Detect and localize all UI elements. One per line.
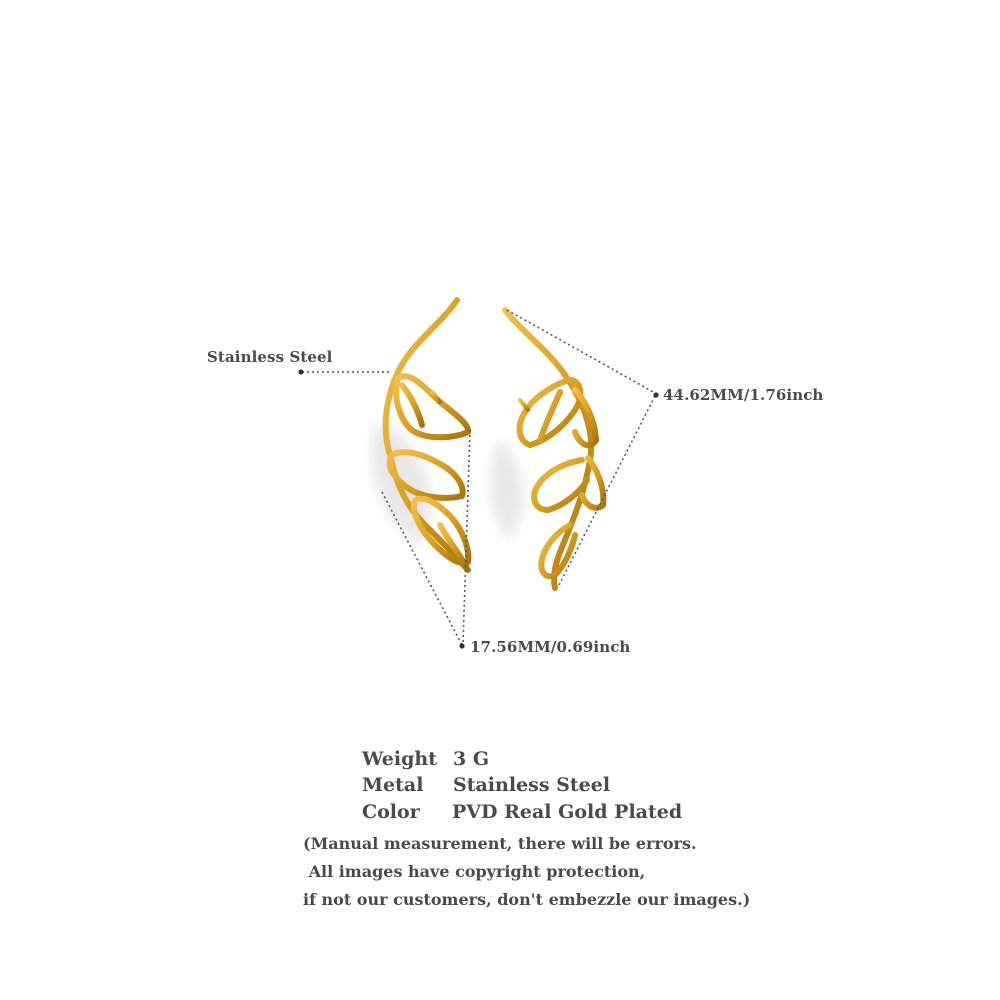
note-line-1: (Manual measurement, there will be errors. bbox=[303, 834, 697, 853]
material-callout-dot bbox=[298, 369, 303, 374]
spec-metal-key: Metal bbox=[362, 774, 424, 796]
spec-color-key: Color bbox=[362, 801, 420, 823]
note-line-3: if not our customers, don't embezzle our images.) bbox=[303, 890, 751, 909]
material-callout-label: Stainless Steel bbox=[207, 348, 333, 366]
right-earring bbox=[505, 310, 603, 588]
length-callout-dot bbox=[653, 392, 658, 397]
spec-metal bbox=[362, 774, 682, 800]
spec-color bbox=[362, 801, 682, 827]
spec-weight-key: Weight bbox=[362, 748, 437, 770]
spec-color-value: PVD Real Gold Plated bbox=[452, 801, 683, 823]
spec-metal-value: Stainless Steel bbox=[453, 774, 611, 796]
note-line-2: All images have copyright protection, bbox=[303, 862, 646, 881]
spec-weight bbox=[362, 748, 682, 774]
width-callout-dot bbox=[459, 643, 464, 648]
width-callout-label: 17.56MM/0.69inch bbox=[470, 638, 631, 656]
earring-shadow bbox=[372, 425, 523, 545]
length-callout-label: 44.62MM/1.76inch bbox=[663, 386, 824, 404]
spec-weight-value: 3 G bbox=[453, 748, 490, 770]
